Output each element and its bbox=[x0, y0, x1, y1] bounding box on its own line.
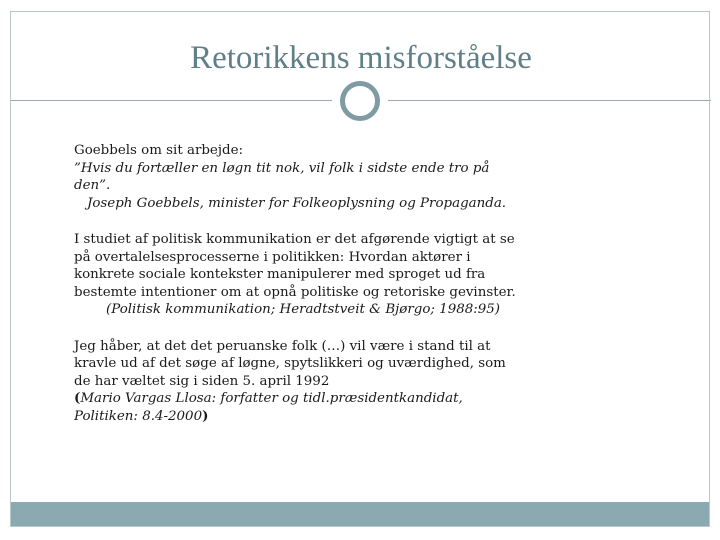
title-divider-right bbox=[388, 100, 711, 101]
paragraph-line: kravle ud af det søge af løgne, spytslikkeri og uværdighed, som bbox=[74, 356, 506, 371]
source-text: Mario Vargas Llosa: forfatter og tidl.præsidentkandidat, bbox=[80, 391, 463, 406]
paragraph-gap bbox=[74, 212, 674, 231]
quote-text-line: ”Hvis du fortæller en løgn tit nok, vil folk i sidste ende tro på bbox=[74, 160, 490, 176]
paragraph-source-line bbox=[74, 390, 674, 408]
footer-bar bbox=[11, 502, 709, 526]
quote-attribution: Joseph Goebbels, minister for Folkeoplysning og Propaganda. bbox=[87, 195, 507, 211]
paragraph-source: (Politisk kommunikation; Heradtstveit & Bjørgo; 1988:95) bbox=[106, 302, 501, 317]
circle-ornament-icon bbox=[340, 81, 380, 121]
open-paren: ( bbox=[74, 390, 81, 406]
paragraph-gap bbox=[74, 319, 674, 338]
slide bbox=[10, 11, 710, 527]
paragraph-line: på overtalelsesprocesserne i politikken: Hvordan aktører i bbox=[74, 249, 471, 265]
paragraph-line: I studiet af politisk kommunikation er det afgørende vigtigt at se bbox=[74, 232, 515, 247]
slide-body bbox=[74, 142, 674, 425]
quote-intro: Goebbels om sit arbejde: bbox=[74, 143, 244, 158]
paragraph-line: de har væltet sig i siden 5. april 1992 bbox=[74, 373, 330, 389]
goebbels-quote-block bbox=[74, 142, 674, 212]
source-text: Politiken: 8.4-2000 bbox=[74, 408, 203, 424]
paragraph-source-line bbox=[74, 408, 674, 426]
vargas-llosa-block bbox=[74, 338, 674, 426]
slide-title: Retorikkens misforståelse bbox=[190, 40, 532, 76]
paragraph-line: konkrete sociale kontekster manipulerer med sproget ud fra bbox=[74, 267, 486, 282]
title-divider-left bbox=[11, 100, 332, 101]
paragraph-line: Jeg håber, at det det peruanske folk (…) vil være i stand til at bbox=[74, 338, 491, 354]
political-communication-block bbox=[74, 231, 674, 319]
close-paren: ) bbox=[202, 407, 209, 424]
paragraph-line: bestemte intentioner om at opnå politiske og retoriske gevinster. bbox=[74, 284, 516, 300]
quote-text-line: den”. bbox=[74, 178, 111, 193]
